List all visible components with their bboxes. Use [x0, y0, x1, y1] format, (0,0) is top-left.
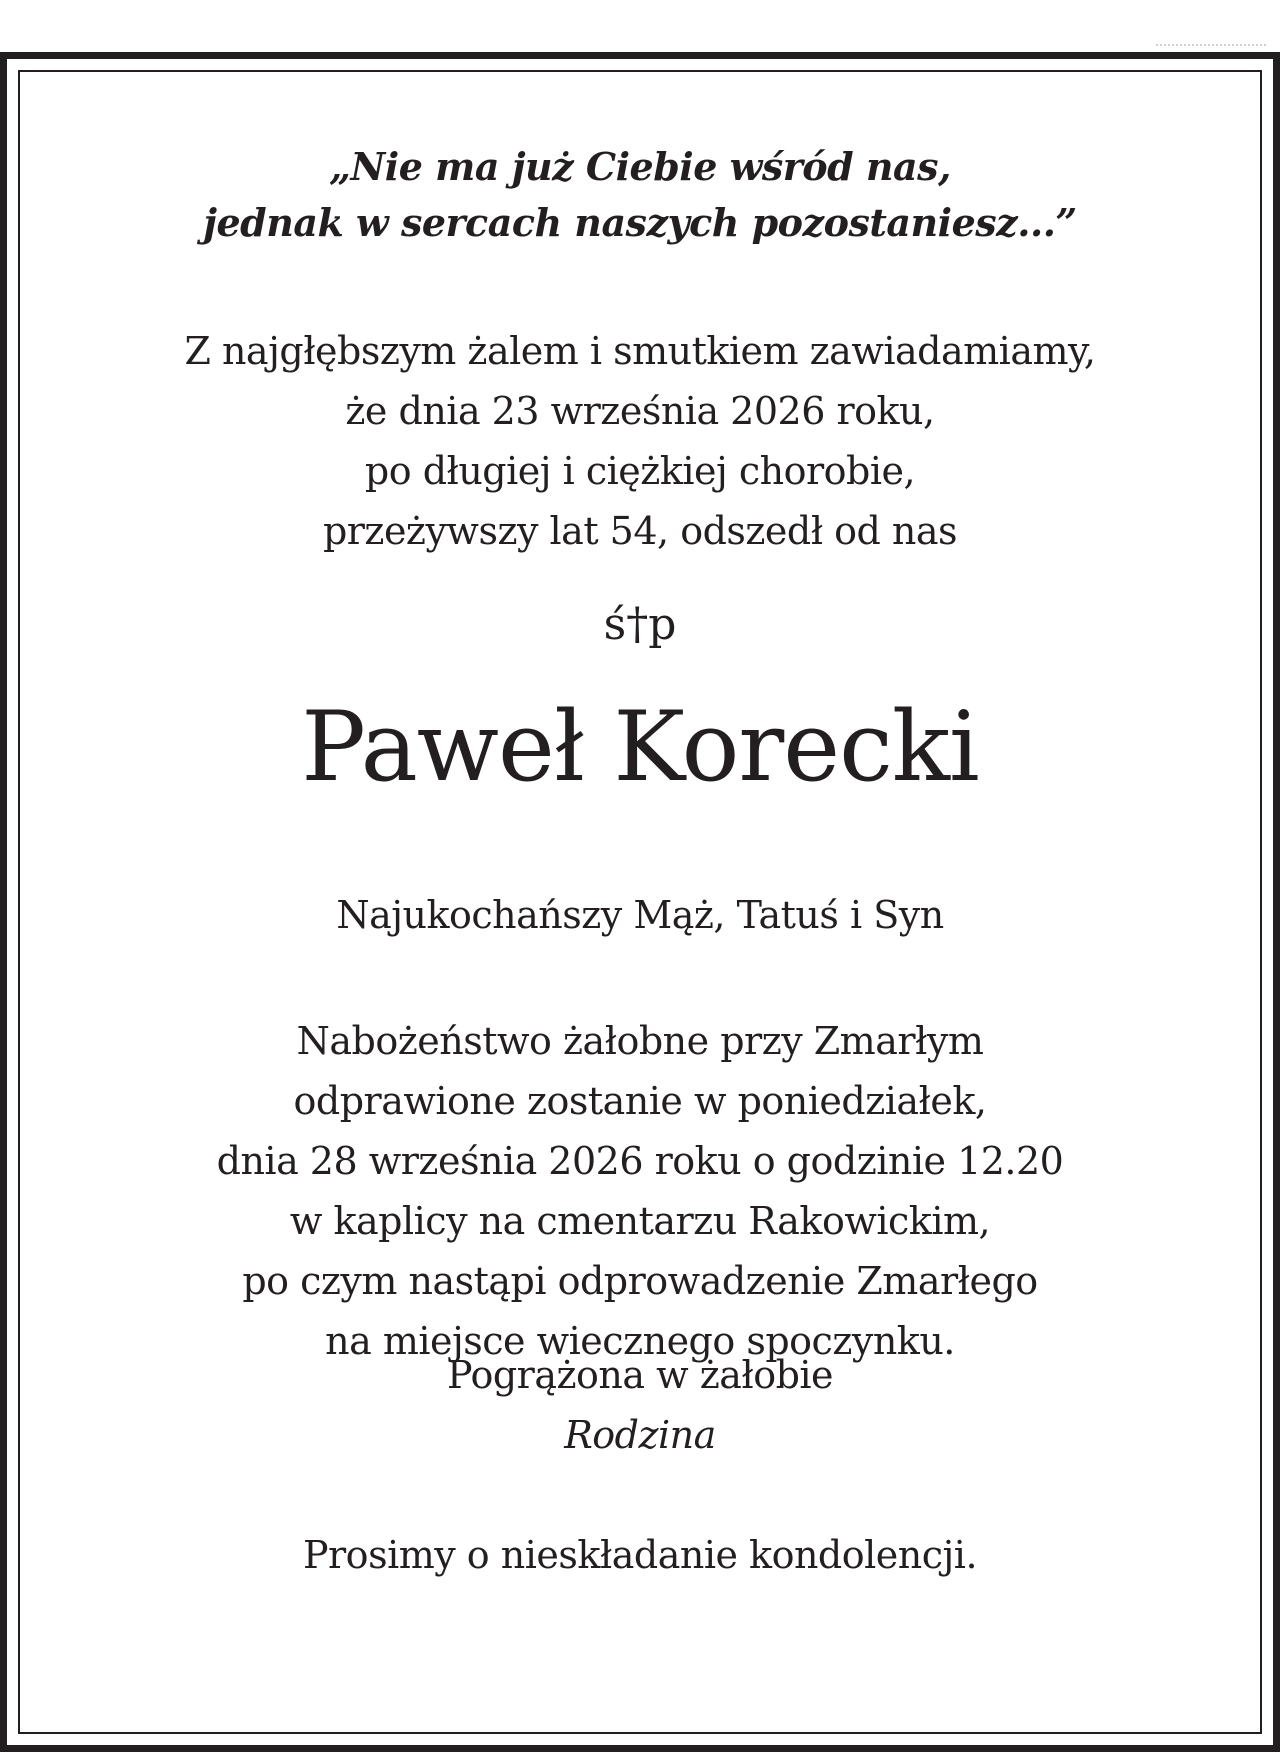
obituary-outer-border [0, 52, 1280, 1752]
service-line: po czym nastąpi odprowadzenie Zmarłego [242, 1259, 1038, 1303]
service-line: odprawione zostanie w poniedziałek, [293, 1079, 987, 1123]
memorial-quote [7, 139, 1273, 251]
stp-cross-abbreviation: ś†p [603, 599, 677, 650]
quote-line: jednak w sercach naszych pozostaniesz...” [203, 200, 1077, 245]
quote-line: „Nie ma już Ciebie wśród nas, [329, 144, 951, 189]
announcement-line: po długiej i ciężkiej chorobie, [364, 449, 916, 493]
corner-scan-mark [1156, 44, 1266, 46]
family-relation: Najukochańszy Mąż, Tatuś i Syn [336, 893, 944, 937]
deceased-name: Paweł Korecki [301, 691, 979, 803]
service-line: dnia 28 września 2026 roku o godzinie 12.20 [216, 1139, 1064, 1183]
service-line: Nabożeństwo żałobne przy Zmarłym [296, 1019, 984, 1063]
mourning-line: Pogrążona w żałobie [446, 1353, 834, 1397]
death-announcement [7, 321, 1273, 561]
funeral-service-info [7, 1011, 1273, 1371]
condolences-request: Prosimy o nieskładanie kondolencji. [302, 1533, 978, 1577]
announcement-line: że dnia 23 września 2026 roku, [345, 389, 935, 433]
service-line: w kaplicy na cmentarzu Rakowickim, [289, 1199, 991, 1243]
service-line: na miejsce wiecznego spoczynku. [325, 1319, 955, 1363]
announcement-line: Z najgłębszym żalem i smutkiem zawiadamiamy, [184, 329, 1096, 373]
announcement-line: przeżywszy lat 54, odszedł od nas [322, 509, 958, 553]
family-signature: Rodzina [564, 1413, 716, 1457]
